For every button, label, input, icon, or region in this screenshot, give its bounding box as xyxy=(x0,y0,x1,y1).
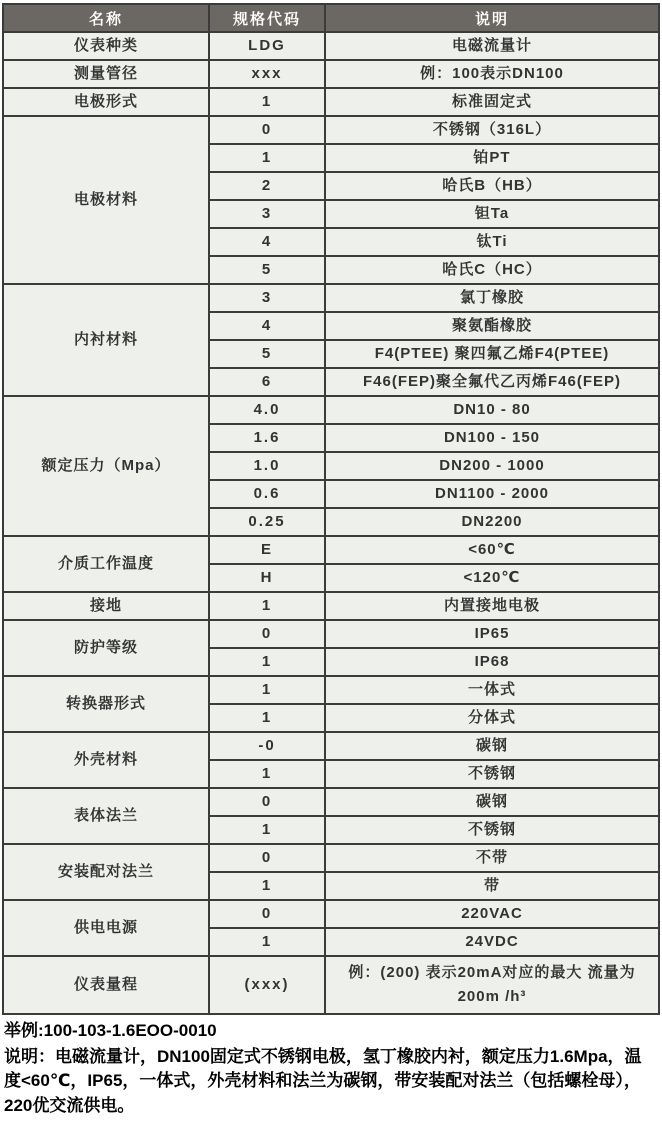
desc-cell: 碳钢 xyxy=(325,732,659,760)
desc-cell: 带 xyxy=(325,872,659,900)
code-cell: 1 xyxy=(209,760,325,788)
group-name-cell: 防护等级 xyxy=(3,620,209,676)
group-name-cell: 仪表量程 xyxy=(3,956,209,1014)
desc-cell: 钽Ta xyxy=(325,200,659,228)
desc-cell: 例：(200) 表示20mA对应的最大 流量为200m /h³ xyxy=(325,956,659,1014)
code-cell: 1.0 xyxy=(209,452,325,480)
desc-cell: 哈氏C（HC） xyxy=(325,256,659,284)
desc-cell: 例：100表示DN100 xyxy=(325,60,659,88)
desc-cell: 哈氏B（HB） xyxy=(325,172,659,200)
desc-cell: <120℃ xyxy=(325,564,659,592)
code-cell: 1 xyxy=(209,144,325,172)
code-cell: xxx xyxy=(209,60,325,88)
code-cell: 0 xyxy=(209,116,325,144)
code-cell: 5 xyxy=(209,256,325,284)
desc-cell: 氯丁橡胶 xyxy=(325,284,659,312)
code-cell: 6 xyxy=(209,368,325,396)
table-row xyxy=(3,32,659,60)
desc-cell: DN10 - 80 xyxy=(325,396,659,424)
code-cell: 1 xyxy=(209,88,325,116)
desc-cell: F4(PTEE) 聚四氟乙烯F4(PTEE) xyxy=(325,340,659,368)
code-cell: H xyxy=(209,564,325,592)
table-row xyxy=(3,900,659,928)
group-name-cell: 内衬材料 xyxy=(3,284,209,396)
code-cell: LDG xyxy=(209,32,325,60)
example-line: 举例:100-103-1.6EOO-0010 xyxy=(4,1021,217,1040)
group-name-cell: 表体法兰 xyxy=(3,788,209,844)
table-row xyxy=(3,956,659,1014)
code-cell: 1 xyxy=(209,816,325,844)
table-row xyxy=(3,592,659,620)
code-cell: 1 xyxy=(209,592,325,620)
code-cell: 4 xyxy=(209,228,325,256)
code-cell: 0 xyxy=(209,900,325,928)
desc-cell: 220VAC xyxy=(325,900,659,928)
code-cell: 3 xyxy=(209,200,325,228)
group-name-cell: 介质工作温度 xyxy=(3,536,209,592)
desc-cell: 不锈钢 xyxy=(325,816,659,844)
table-row xyxy=(3,60,659,88)
header-row xyxy=(3,4,659,32)
desc-cell: 铂PT xyxy=(325,144,659,172)
desc-cell: DN1100 - 2000 xyxy=(325,480,659,508)
desc-cell: 24VDC xyxy=(325,928,659,956)
code-cell: 1.6 xyxy=(209,424,325,452)
code-cell: 4 xyxy=(209,312,325,340)
desc-cell: 不锈钢（316L） xyxy=(325,116,659,144)
code-cell: 5 xyxy=(209,340,325,368)
desc-cell: 一体式 xyxy=(325,676,659,704)
desc-cell: <60℃ xyxy=(325,536,659,564)
desc-cell: DN200 - 1000 xyxy=(325,452,659,480)
code-cell: 0 xyxy=(209,788,325,816)
code-cell: 1 xyxy=(209,872,325,900)
desc-cell: 聚氨酯橡胶 xyxy=(325,312,659,340)
group-name-cell: 电极材料 xyxy=(3,116,209,284)
desc-cell: 分体式 xyxy=(325,704,659,732)
desc-cell: 不带 xyxy=(325,844,659,872)
table-row xyxy=(3,88,659,116)
group-name-cell: 外壳材料 xyxy=(3,732,209,788)
group-name-cell: 测量管径 xyxy=(3,60,209,88)
table-row xyxy=(3,676,659,704)
col-header-name: 名称 xyxy=(3,4,209,32)
table-row xyxy=(3,732,659,760)
table-body xyxy=(3,32,659,1014)
group-name-cell: 转换器形式 xyxy=(3,676,209,732)
desc-cell: IP68 xyxy=(325,648,659,676)
code-cell: 0 xyxy=(209,844,325,872)
table-row xyxy=(3,620,659,648)
col-header-desc: 说明 xyxy=(325,4,659,32)
col-header-code: 规格代码 xyxy=(209,4,325,32)
description-line: 说明：电磁流量计，DN100固定式不锈钢电极，氢丁橡胶内衬，额定压力1.6Mpa，温度<60℃，IP65，一体式，外壳材料和法兰为碳钢，带安装配对法兰（包括螺栓母），220优交流供电。 xyxy=(4,1046,642,1115)
code-cell: (xxx) xyxy=(209,956,325,1014)
code-cell: 1 xyxy=(209,648,325,676)
table-row xyxy=(3,284,659,312)
table-row xyxy=(3,844,659,872)
group-name-cell: 供电电源 xyxy=(3,900,209,956)
footer-notes xyxy=(2,1015,660,1119)
table-row xyxy=(3,536,659,564)
code-cell: -0 xyxy=(209,732,325,760)
code-cell: 1 xyxy=(209,704,325,732)
desc-cell: F46(FEP)聚全氟代乙丙烯F46(FEP) xyxy=(325,368,659,396)
desc-cell: DN100 - 150 xyxy=(325,424,659,452)
table-row xyxy=(3,396,659,424)
desc-cell: 不锈钢 xyxy=(325,760,659,788)
group-name-cell: 仪表种类 xyxy=(3,32,209,60)
code-cell: 3 xyxy=(209,284,325,312)
code-cell: 1 xyxy=(209,676,325,704)
group-name-cell: 安装配对法兰 xyxy=(3,844,209,900)
table-row xyxy=(3,116,659,144)
code-cell: 2 xyxy=(209,172,325,200)
code-cell: 0.25 xyxy=(209,508,325,536)
desc-cell: 钛Ti xyxy=(325,228,659,256)
table-row xyxy=(3,788,659,816)
group-name-cell: 接地 xyxy=(3,592,209,620)
code-cell: 0 xyxy=(209,620,325,648)
group-name-cell: 额定压力（Mpa） xyxy=(3,396,209,536)
code-cell: E xyxy=(209,536,325,564)
code-cell: 4.0 xyxy=(209,396,325,424)
desc-cell: 碳钢 xyxy=(325,788,659,816)
desc-cell: 电磁流量计 xyxy=(325,32,659,60)
desc-cell: DN2200 xyxy=(325,508,659,536)
group-name-cell: 电极形式 xyxy=(3,88,209,116)
code-cell: 0.6 xyxy=(209,480,325,508)
desc-cell: 标准固定式 xyxy=(325,88,659,116)
desc-cell: 内置接地电极 xyxy=(325,592,659,620)
spec-table xyxy=(2,3,660,1015)
desc-cell: IP65 xyxy=(325,620,659,648)
code-cell: 1 xyxy=(209,928,325,956)
